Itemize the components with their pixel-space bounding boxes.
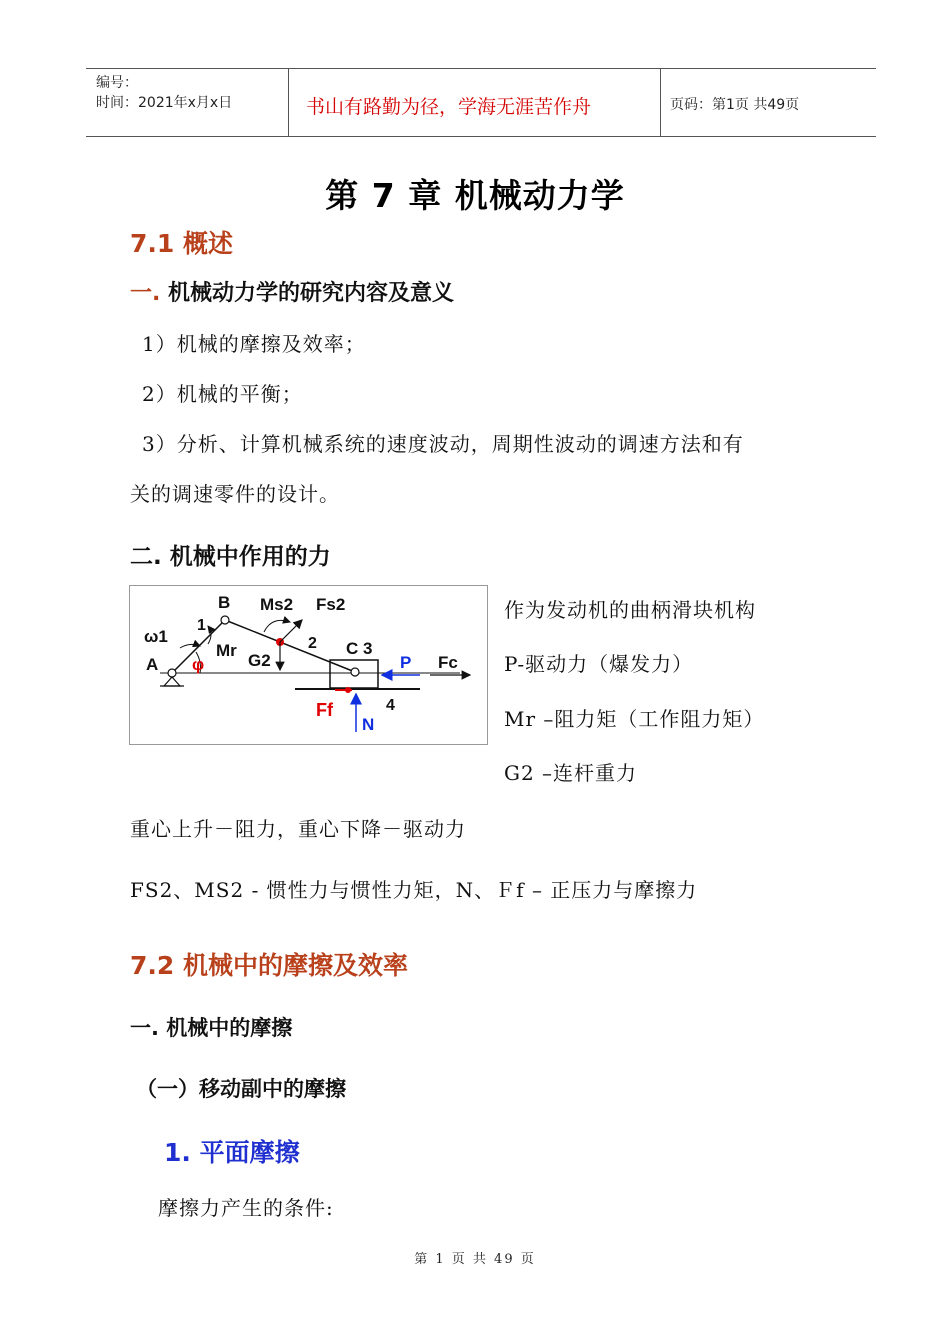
figure-note-2: P-驱动力（爆发力） (504, 652, 694, 676)
support-a (164, 677, 180, 686)
list-item-3-continued: 关的调速零件的设计。 (130, 482, 340, 506)
header-bottom-rule (86, 136, 876, 137)
mechanism-figure (129, 585, 488, 745)
section-7-1-subheading-2: 二. 机械中作用的力 (130, 544, 331, 570)
figure-note-4: G2 –连杆重力 (504, 761, 638, 785)
label-p: P (400, 653, 412, 672)
label-fc: Fc (438, 653, 458, 672)
label-link-4: 4 (386, 697, 395, 714)
section-7-1-subheading-1: 一. 机械动力学的研究内容及意义 (130, 281, 455, 306)
header-time-label: 时间：2021年x月x日 (96, 95, 233, 111)
list-item-2: 2）机械的平衡； (142, 382, 303, 406)
label-g2: G2 (248, 651, 271, 670)
label-n: N (362, 715, 375, 734)
header-page-info: 页码：第1页 共49页 (670, 97, 800, 113)
label-link-2: 2 (308, 635, 317, 652)
pivot-a (168, 669, 176, 677)
label-phi: φ (192, 655, 205, 674)
header-top-rule (86, 68, 876, 69)
section-7-2-subheading: 一. 机械中的摩擦 (130, 1016, 293, 1040)
subheading-1-text: 机械动力学的研究内容及意义 (160, 281, 455, 306)
page-footer: 第 1 页 共 49 页 (414, 1252, 536, 1267)
section-7-1-heading: 7.1 概述 (130, 229, 233, 258)
label-omega: ω1 (144, 627, 168, 646)
pivot-b (221, 616, 229, 624)
header-number-label: 编号： (96, 75, 138, 91)
list-item-1: 1）机械的摩擦及效率； (142, 332, 366, 356)
label-b: B (218, 593, 231, 612)
section-7-2-subsubheading: （一）移动副中的摩擦 (136, 1077, 346, 1101)
ms2-arc (264, 620, 290, 632)
list-item-3: 3）分析、计算机械系统的速度波动，周期性波动的调速方法和有 (142, 432, 744, 456)
figure-note-1: 作为发动机的曲柄滑块机构 (504, 598, 756, 622)
section-7-2-text: 摩擦力产生的条件: (158, 1196, 334, 1220)
label-link-1: 1 (197, 617, 206, 634)
header-divider-1 (288, 68, 289, 136)
header-divider-2 (660, 68, 661, 136)
header-motto: 书山有路勤为径，学海无涯苦作舟 (306, 96, 592, 118)
section-7-2-item-heading: 1. 平面摩擦 (164, 1138, 300, 1167)
label-fs2: Fs2 (316, 595, 346, 614)
pivot-c (351, 668, 359, 676)
chapter-title: 第 7 章 机械动力学 (325, 176, 625, 215)
label-mr: Mr (216, 641, 237, 660)
label-c3: C 3 (346, 639, 373, 658)
label-ff: Ff (316, 700, 333, 720)
friction-point (345, 687, 351, 693)
label-a: A (146, 655, 159, 674)
paragraph-gravity: 重心上升－阻力，重心下降－驱动力 (130, 817, 466, 841)
fs2-arrow (280, 620, 302, 642)
section-7-2-heading: 7.2 机械中的摩擦及效率 (130, 951, 408, 980)
connecting-rod (225, 620, 355, 672)
figure-note-3: Mr –阻力矩（工作阻力矩） (504, 707, 765, 731)
paragraph-inertia: FS2、MS2 - 惯性力与惯性力矩，N、Ｆf – 正压力与摩擦力 (130, 878, 698, 902)
crank-slider-diagram (130, 586, 487, 744)
label-ms2: Ms2 (260, 595, 294, 614)
